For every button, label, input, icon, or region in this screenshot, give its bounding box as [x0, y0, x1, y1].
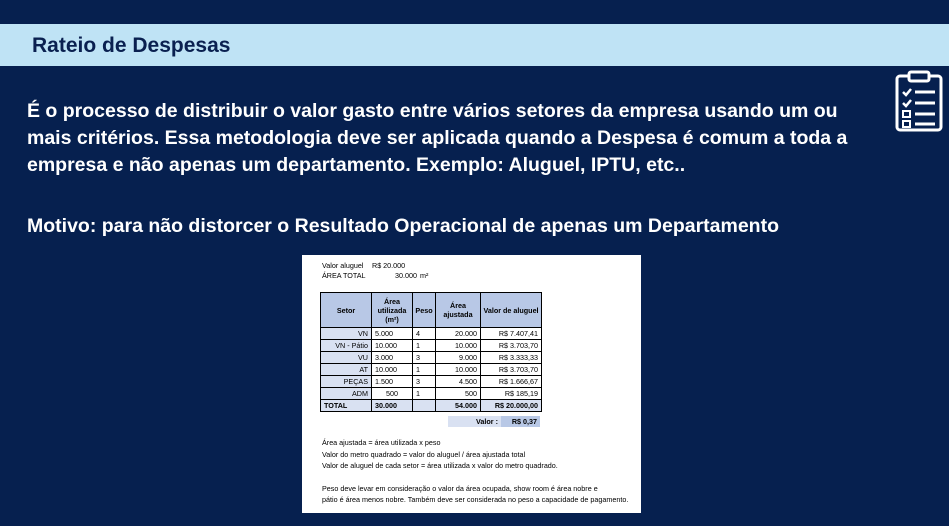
- rent-value-cell: R$ 3.333,33: [481, 352, 542, 364]
- area-cell: 500: [372, 388, 413, 400]
- sector-cell: VU: [321, 352, 372, 364]
- column-header: Valor de aluguel: [481, 293, 542, 328]
- table-header-row: [321, 293, 542, 328]
- rent-label: Valor aluguel: [322, 261, 364, 270]
- table-row: [321, 376, 542, 388]
- adjusted-area-cell: 9.000: [436, 352, 481, 364]
- weight-cell: 3: [413, 352, 436, 364]
- rent-value-cell: R$ 7.407,41: [481, 328, 542, 340]
- column-header: Área ajustada: [436, 293, 481, 328]
- area-cell: 10.000: [372, 364, 413, 376]
- sector-cell: VN: [321, 328, 372, 340]
- rent-value-cell: R$ 3.703,70: [481, 340, 542, 352]
- rent-value-cell: R$ 185,19: [481, 388, 542, 400]
- rent-header: [322, 261, 432, 281]
- rent-value-cell: R$ 1.666,67: [481, 376, 542, 388]
- total-weight-cell: [413, 400, 436, 412]
- total-area-unit: m²: [420, 271, 429, 280]
- total-row: [321, 400, 542, 412]
- note-line: Valor de aluguel de cada setor = área utilizada x valor do metro quadrado.: [322, 461, 558, 470]
- rateio-table: [320, 292, 542, 412]
- note-line: pátio é área menos nobre. Também deve ser considerada no peso a capacidade de pagamento.: [322, 495, 629, 504]
- adjusted-area-cell: 10.000: [436, 340, 481, 352]
- formula-notes: [322, 437, 662, 506]
- column-header: Setor: [321, 293, 372, 328]
- adjusted-area-cell: 500: [436, 388, 481, 400]
- column-header: Área utilizada (m²): [372, 293, 413, 328]
- area-cell: 10.000: [372, 340, 413, 352]
- weight-cell: 1: [413, 340, 436, 352]
- total-adjusted-cell: 54.000: [436, 400, 481, 412]
- sector-cell: PEÇAS: [321, 376, 372, 388]
- note-line: Peso deve levar em consideração o valor da área ocupada, show room é área nobre e: [322, 483, 598, 493]
- total-area-value: 30.000: [395, 271, 417, 280]
- column-header: Peso: [413, 293, 436, 328]
- value-per-m2-value: R$ 0,37: [501, 416, 540, 427]
- motive-text: Motivo: para não distorcer o Resultado Operacional de apenas um Departamento: [27, 215, 779, 237]
- adjusted-area-cell: 20.000: [436, 328, 481, 340]
- page-title: Rateio de Despesas: [32, 34, 231, 57]
- table-row: [321, 352, 542, 364]
- note-line: Valor do metro quadrado = valor do aluguel / área ajustada total: [322, 449, 526, 459]
- spreadsheet-image: [302, 255, 641, 513]
- sector-cell: VN - Pátio: [321, 340, 372, 352]
- rent-value: R$ 20.000: [372, 261, 406, 270]
- weight-cell: 4: [413, 328, 436, 340]
- table-row: [321, 328, 542, 340]
- area-cell: 3.000: [372, 352, 413, 364]
- weight-cell: 1: [413, 364, 436, 376]
- table-row: [321, 340, 542, 352]
- adjusted-area-cell: 4.500: [436, 376, 481, 388]
- weight-cell: 3: [413, 376, 436, 388]
- total-rent-cell: R$ 20.000,00: [481, 400, 542, 412]
- title-bar: [0, 24, 949, 66]
- value-per-m2-row: [448, 416, 540, 427]
- rent-value-cell: R$ 3.703,70: [481, 364, 542, 376]
- area-cell: 5.000: [372, 328, 413, 340]
- total-label-cell: TOTAL: [321, 400, 372, 412]
- table-row: [321, 388, 542, 400]
- sector-cell: ADM: [321, 388, 372, 400]
- table-row: [321, 364, 542, 376]
- total-area-cell: 30.000: [372, 400, 413, 412]
- value-per-m2-label: Valor :: [448, 416, 501, 427]
- sector-cell: AT: [321, 364, 372, 376]
- area-cell: 1.500: [372, 376, 413, 388]
- weight-cell: 1: [413, 388, 436, 400]
- adjusted-area-cell: 10.000: [436, 364, 481, 376]
- total-area-label: ÁREA TOTAL: [322, 271, 366, 280]
- note-line: Área ajustada = área utilizada x peso: [322, 438, 441, 447]
- clipboard-checklist-icon: [895, 70, 943, 134]
- description-paragraph: É o processo de distribuir o valor gasto entre vários setores da empresa usando um ou mais critérios. Essa metodologia deve ser aplicada quando a Despesa é comum a toda a empresa e não apenas um departamento. Exemplo: Aluguel, IPTU, etc..: [27, 100, 848, 176]
